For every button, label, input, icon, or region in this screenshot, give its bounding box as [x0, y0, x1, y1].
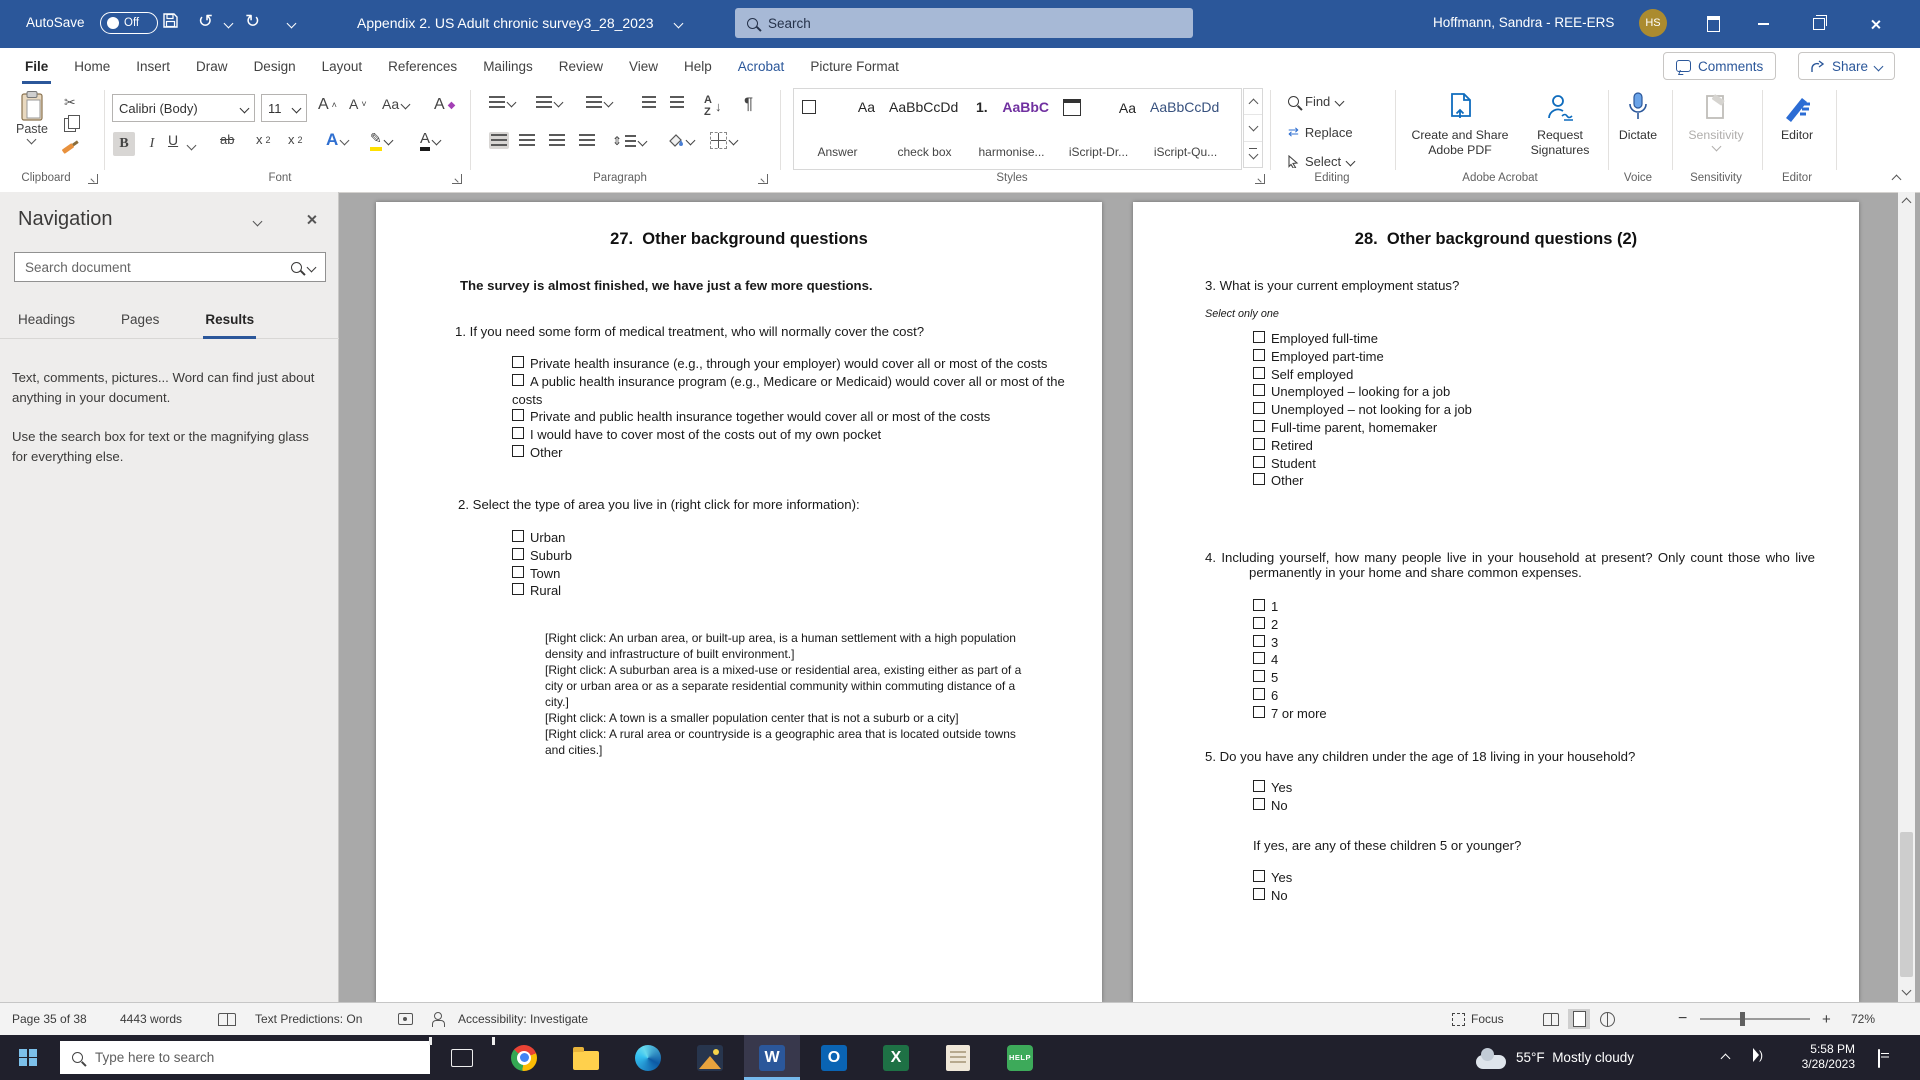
right-click-note: [Right click: A suburban area is a mixed-use or residential area, existing either as part of a city or urban area or as a separate residential community within commuting distance of a city.] [545, 663, 1022, 709]
tab-results[interactable]: Results [205, 304, 254, 338]
taskbar-word-active[interactable] [744, 1035, 800, 1080]
survey-checkbox-option[interactable]: 5 [1253, 669, 1553, 687]
search-placeholder: Search [768, 15, 811, 31]
question-5-followup-options [1253, 869, 1453, 905]
ribbon-home [0, 84, 1920, 193]
styles-more-icon[interactable] [1244, 142, 1262, 167]
checkbox-icon [1253, 870, 1265, 882]
line-spacing-button[interactable]: ⇕ [612, 134, 646, 148]
sensitivity-button[interactable]: Sensitivity [1678, 92, 1754, 150]
survey-checkbox-option[interactable]: Yes [1253, 869, 1453, 887]
tray-show-hidden-icons[interactable] [1721, 1054, 1731, 1064]
ribbon-tab-row [0, 48, 1920, 85]
start-button[interactable] [0, 1035, 56, 1080]
bold-button[interactable]: B [113, 132, 135, 156]
title-bar [0, 0, 1920, 48]
font-name-dropdown-icon [240, 103, 250, 113]
numbering-button[interactable] [536, 96, 562, 109]
survey-checkbox-option[interactable]: Other [512, 444, 1082, 462]
font-dialog-launcher-icon[interactable] [452, 174, 462, 184]
change-case-button[interactable]: Aa [382, 96, 409, 112]
navigation-close-icon[interactable] [306, 214, 317, 225]
checkbox-icon [1253, 456, 1265, 468]
question-3-options [1253, 330, 1733, 490]
checkbox-icon [1253, 384, 1265, 396]
borders-button[interactable] [710, 132, 737, 149]
format-painter-icon [62, 143, 75, 154]
checkbox-icon [1253, 349, 1265, 361]
copy-icon [64, 118, 76, 132]
share-dropdown-icon [1874, 61, 1884, 71]
question-5: 5. Do you have any children under the age of 18 living in your household? [1205, 749, 1636, 764]
request-signatures-icon [1545, 92, 1575, 124]
checkbox-icon [512, 445, 524, 457]
survey-checkbox-option[interactable]: Private and public health insurance together would cover all or most of the costs [512, 408, 1082, 426]
decrease-indent-icon [642, 96, 656, 109]
zoom-out-button[interactable]: − [1678, 1010, 1688, 1027]
survey-checkbox-option[interactable]: 1 [1253, 598, 1553, 616]
taskbar-photos[interactable] [682, 1035, 738, 1080]
font-size-combo[interactable]: 11 [261, 94, 307, 122]
vertical-scrollbar[interactable] [1898, 192, 1915, 1002]
align-right-icon [549, 134, 565, 147]
right-click-note: [Right click: An urban area, or built-up area, is a human settlement with a high population density and infrastructure of built environment.] [545, 631, 1016, 661]
increase-indent-icon [670, 96, 684, 109]
ribbon-tab[interactable]: Picture Format [810, 58, 899, 74]
survey-checkbox-option[interactable]: Employed part-time [1253, 348, 1733, 366]
document-search-dropdown-icon [307, 262, 317, 272]
group-label-paragraph: Paragraph [593, 172, 647, 184]
select-dropdown-icon [1346, 157, 1356, 167]
increase-indent-button[interactable] [670, 96, 684, 109]
document-page-28[interactable] [1133, 202, 1859, 1002]
question-3-note: Select only one [1205, 308, 1279, 320]
status-bar [0, 1002, 1920, 1035]
navigation-tabs [0, 304, 339, 339]
ribbon-tab[interactable]: View [628, 58, 659, 74]
tray-clock[interactable] [1785, 1042, 1855, 1072]
question-4-options [1253, 598, 1553, 723]
focus-button[interactable]: Focus [1452, 1003, 1504, 1035]
styles-dialog-launcher-icon[interactable] [1255, 174, 1265, 184]
request-signatures-button[interactable]: Request Signatures [1518, 92, 1602, 158]
ribbon-tab[interactable]: Insert [136, 58, 171, 74]
style-iscript-dr[interactable]: Aa iScript-Dr... [1055, 89, 1142, 169]
survey-checkbox-option[interactable]: A public health insurance program (e.g., Medicare or Medicaid) would cover all or most of the costs [512, 373, 1065, 407]
editor-pencil-icon [1782, 92, 1812, 124]
styles-scroll-down-icon[interactable] [1244, 115, 1262, 141]
sort-button[interactable]: A Z ↓ [704, 94, 722, 118]
checkbox-icon [512, 566, 524, 578]
user-name: Hoffmann, Sandra - REE-ERS [1433, 15, 1615, 30]
clock-time: 5:58 PM [1810, 1042, 1855, 1056]
taskbar-chrome[interactable] [496, 1035, 552, 1080]
checkbox-icon [512, 427, 524, 439]
group-label-sensitivity: Sensitivity [1690, 172, 1742, 184]
shading-button[interactable] [668, 132, 694, 148]
survey-intro: The survey is almost finished, we have just a few more questions. [460, 278, 873, 293]
question-5-followup: If yes, are any of these children 5 or younger? [1253, 838, 1522, 853]
select-button[interactable]: Select [1288, 154, 1354, 169]
group-label-styles: Styles [996, 172, 1028, 184]
share-icon [1811, 60, 1825, 73]
autosave-state: Off [124, 17, 140, 29]
borders-icon [710, 132, 727, 149]
question-1: 1. If you need some form of medical treatment, who will normally cover the cost? [455, 324, 925, 339]
align-center-icon [519, 134, 535, 147]
taskbar-notes-app[interactable] [930, 1035, 986, 1080]
text-predictions-status[interactable]: Text Predictions: On [255, 1012, 363, 1026]
replace-button[interactable]: ⇄ Replace [1288, 124, 1353, 140]
clear-formatting-button[interactable]: A ◆ [434, 96, 456, 113]
survey-checkbox-option[interactable]: Yes [1253, 779, 1453, 797]
weather-cloud-icon [1476, 1055, 1506, 1069]
taskbar-outlook[interactable] [806, 1035, 862, 1080]
checkbox-icon [512, 548, 524, 560]
clock-date: 3/28/2023 [1801, 1057, 1855, 1071]
style-answer[interactable]: Aa Answer [794, 89, 881, 169]
undo-dropdown-icon[interactable] [224, 19, 234, 29]
subscript-button[interactable]: x 2 [256, 132, 271, 147]
navigation-help-paragraph: Use the search box for text or the magnifying glass for everything else. [12, 429, 309, 464]
align-right-button[interactable] [549, 134, 565, 147]
accessibility-status[interactable]: Accessibility: Investigate [458, 1012, 589, 1026]
checkbox-glyph-icon [802, 100, 816, 114]
autosave-label: AutoSave [26, 15, 85, 30]
survey-checkbox-option[interactable]: 7 or more [1253, 705, 1553, 723]
align-left-button[interactable] [489, 132, 509, 149]
navigation-pane [0, 192, 339, 1002]
text-effects-button[interactable]: A [326, 130, 348, 150]
checkbox-icon [512, 374, 524, 386]
find-button[interactable]: Find [1288, 94, 1343, 109]
find-icon [1288, 96, 1299, 107]
document-title: Appendix 2. US Adult chronic survey3_28_2023 [357, 15, 654, 31]
checkbox-icon [1253, 599, 1265, 611]
navigation-help-paragraph: Text, comments, pictures... Word can find just about anything in your document. [12, 370, 315, 405]
scroll-up-icon[interactable] [1898, 194, 1915, 211]
checkbox-icon [512, 530, 524, 542]
dictate-button[interactable]: Dictate [1612, 92, 1664, 143]
ribbon-tab[interactable]: References [388, 58, 458, 74]
styles-gallery-scroll [1243, 88, 1263, 168]
checkbox-icon [512, 409, 524, 421]
group-label-clipboard: Clipboard [21, 172, 71, 184]
ribbon-tab[interactable]: Help [684, 58, 712, 74]
survey-checkbox-option[interactable]: Town [512, 565, 912, 583]
ribbon-tab[interactable]: Acrobat [737, 58, 785, 74]
zoom-slider-thumb[interactable] [1740, 1012, 1745, 1026]
survey-checkbox-option[interactable]: 3 [1253, 634, 1553, 652]
strikethrough-button[interactable]: ab [220, 132, 235, 147]
justify-icon [579, 134, 595, 147]
checkbox-icon [1253, 670, 1265, 682]
taskbar-help-app[interactable] [992, 1035, 1048, 1080]
checkbox-icon [512, 583, 524, 595]
navigation-pane-title: Navigation [18, 208, 113, 230]
clipboard-dialog-launcher-icon[interactable] [88, 174, 98, 184]
checkbox-icon [1253, 688, 1265, 700]
survey-checkbox-option[interactable]: Unemployed – looking for a job [1253, 383, 1733, 401]
paste-dropdown-icon [27, 135, 37, 145]
find-dropdown-icon [1335, 97, 1345, 107]
taskbar-excel[interactable] [868, 1035, 924, 1080]
document-page-27[interactable] [376, 202, 1102, 1002]
ribbon-tab[interactable]: Design [253, 58, 296, 74]
customize-quick-access-icon[interactable] [287, 19, 297, 29]
style-check-box[interactable]: AaBbCcDd check box [889, 99, 959, 159]
survey-checkbox-option[interactable]: Urban [512, 529, 912, 547]
question-2: 2. Select the type of area you live in (right click for more information): [458, 497, 860, 512]
question-3: 3. What is your current employment status? [1205, 278, 1460, 293]
highlighter-icon: ✎ [370, 130, 382, 151]
restore-button[interactable] [1796, 0, 1842, 48]
print-layout-icon[interactable] [1568, 1009, 1590, 1029]
underline-dropdown-icon[interactable] [187, 141, 197, 151]
checkbox-icon [1253, 473, 1265, 485]
ribbon-tabs [12, 48, 1920, 84]
survey-checkbox-option[interactable]: Full-time parent, homemaker [1253, 419, 1733, 437]
group-label-editing: Editing [1314, 172, 1350, 184]
taskbar-search-icon [72, 1052, 83, 1063]
checkbox-icon [1253, 652, 1265, 664]
text-highlight-button[interactable] [370, 130, 392, 151]
paste-button[interactable]: Paste [16, 90, 48, 143]
task-view-icon [451, 1049, 473, 1067]
focus-icon [1452, 1013, 1465, 1026]
edge-icon [635, 1045, 661, 1071]
web-layout-icon[interactable] [1596, 1009, 1618, 1029]
comment-icon [1676, 60, 1691, 72]
styles-gallery [793, 88, 1242, 170]
sensitivity-icon [1703, 92, 1729, 124]
group-label-font: Font [268, 172, 292, 184]
survey-checkbox-option[interactable]: Unemployed – not looking for a job [1253, 401, 1733, 419]
window-glyph-icon [1063, 99, 1081, 116]
proofing-errors-icon[interactable] [218, 1003, 236, 1035]
notes-app-icon [946, 1045, 970, 1071]
checkbox-icon [1253, 635, 1265, 647]
survey-checkbox-option[interactable]: Retired [1253, 437, 1733, 455]
group-label-editor: Editor [1781, 172, 1813, 184]
taskbar-edge[interactable] [620, 1035, 676, 1080]
minimize-button[interactable] [1740, 0, 1786, 48]
navigation-options-icon[interactable] [253, 217, 263, 227]
checkbox-icon [1253, 420, 1265, 432]
survey-checkbox-option[interactable]: Self employed [1253, 366, 1733, 384]
ribbon-display-options-button[interactable] [1690, 0, 1736, 48]
show-paragraph-marks-button[interactable]: ¶ [744, 94, 754, 113]
font-color-button[interactable] [420, 130, 440, 151]
survey-checkbox-option[interactable]: Student [1253, 455, 1733, 473]
group-label-voice: Voice [1623, 172, 1653, 184]
redo-button[interactable]: ↻ [245, 11, 261, 31]
grow-font-button[interactable]: A ˄ [318, 96, 337, 113]
scroll-down-icon[interactable] [1898, 982, 1915, 999]
sensitivity-dropdown-icon [1711, 142, 1721, 152]
style-iscript-qu[interactable]: AaBbCcDd iScript-Qu... [1150, 99, 1220, 159]
style-harmonise[interactable]: 1. AaBbC harmonise... [976, 99, 1049, 159]
paste-icon [19, 90, 45, 122]
styles-scroll-up-icon[interactable] [1244, 89, 1262, 115]
outlook-icon: O [821, 1045, 847, 1071]
tab-headings[interactable]: Headings [18, 312, 76, 327]
survey-checkbox-option[interactable]: No [1253, 797, 1453, 815]
action-center-icon [1878, 1049, 1880, 1068]
checkbox-icon [1253, 402, 1265, 414]
question-4: 4. Including yourself, how many people live in your household at present? Only count those who live permanently in your home and share common expenses. [1205, 550, 1815, 580]
ribbon-tab[interactable]: Review [558, 58, 603, 74]
decrease-indent-button[interactable] [642, 96, 656, 109]
windows-logo-icon [19, 1049, 37, 1067]
multilevel-list-icon [586, 96, 602, 109]
question-1-options [512, 355, 1082, 462]
survey-checkbox-option[interactable]: Private health insurance (e.g., through your employer) would cover all or most of the costs [512, 355, 1082, 373]
zoom-in-button[interactable]: + [1822, 1010, 1831, 1028]
survey-checkbox-option[interactable]: No [1253, 887, 1453, 905]
ribbon-tab[interactable]: File [12, 48, 61, 84]
zoom-level[interactable]: 72% [1851, 1012, 1876, 1026]
zoom-slider[interactable] [1700, 1003, 1810, 1035]
taskbar-file-explorer[interactable] [558, 1035, 614, 1080]
page28-heading: 28. Other background questions (2) [1354, 230, 1638, 248]
right-click-note: [Right click: A rural area or countryside is a geographic area that is located outside towns and cities.] [545, 727, 1016, 757]
save-button[interactable] [162, 10, 179, 36]
taskbar-weather[interactable]: 55°F Mostly cloudy [1476, 1035, 1634, 1080]
accessibility-person-icon [434, 1003, 442, 1035]
checkbox-icon [1253, 617, 1265, 629]
question-2-options [512, 529, 912, 600]
format-painter-button[interactable] [62, 146, 74, 151]
search-icon [747, 18, 758, 29]
excel-icon: X [883, 1045, 909, 1071]
help-app-icon: HELP [1007, 1045, 1033, 1071]
avatar[interactable]: HS [1639, 9, 1667, 37]
underline-button[interactable]: U [168, 132, 179, 148]
create-share-pdf-button[interactable]: Create and Share Adobe PDF [1408, 92, 1512, 158]
navigation-help-text [12, 368, 327, 486]
survey-checkbox-option[interactable]: Employed full-time [1253, 330, 1733, 348]
survey-checkbox-option[interactable]: 6 [1253, 687, 1553, 705]
view-switcher [1540, 1003, 1618, 1035]
autosave-toggle[interactable] [100, 12, 158, 34]
checkbox-icon [1253, 888, 1265, 900]
italic-button[interactable]: I [149, 136, 155, 151]
survey-checkbox-option[interactable]: 4 [1253, 651, 1553, 669]
survey-checkbox-option[interactable]: Suburb [512, 547, 912, 565]
ribbon-tab[interactable]: Home [74, 58, 111, 74]
checkbox-icon [512, 356, 524, 368]
task-view-button[interactable] [434, 1035, 490, 1080]
checkbox-icon [1253, 438, 1265, 450]
bullet-list-icon [489, 96, 505, 109]
line-spacing-icon [625, 135, 636, 148]
justify-button[interactable] [579, 134, 595, 147]
ribbon-tab[interactable]: Layout [321, 58, 363, 74]
editor-button[interactable]: Editor [1768, 92, 1826, 143]
survey-checkbox-option[interactable]: I would have to cover most of the costs out of my own pocket [512, 426, 1082, 444]
document-search-icon [291, 262, 302, 273]
close-button[interactable] [1852, 0, 1898, 48]
word-count[interactable]: 4443 words [120, 1012, 183, 1026]
scrollbar-thumb[interactable] [1900, 832, 1913, 977]
comments-button[interactable]: Comments [1663, 52, 1776, 80]
search-box[interactable] [735, 8, 1193, 38]
bullets-button[interactable] [489, 96, 515, 109]
adobe-pdf-icon [1446, 92, 1474, 124]
align-center-button[interactable] [519, 134, 535, 147]
word-icon: W [759, 1045, 785, 1071]
macro-record-icon[interactable] [398, 1003, 413, 1035]
windows-taskbar [0, 1035, 1920, 1080]
ribbon-tab[interactable]: Mailings [483, 58, 533, 74]
replace-icon: ⇄ [1288, 124, 1299, 139]
align-left-icon [491, 134, 507, 147]
font-size-dropdown-icon [292, 103, 302, 113]
photos-icon [697, 1045, 723, 1071]
paragraph-dialog-launcher-icon[interactable] [758, 174, 768, 184]
microphone-icon [1627, 92, 1649, 124]
undo-button[interactable]: ↺ [198, 11, 214, 31]
chrome-icon [511, 1045, 537, 1071]
title-dropdown-icon[interactable] [674, 19, 684, 29]
document-search-input[interactable]: Search document [14, 252, 326, 282]
file-explorer-icon [573, 1051, 599, 1070]
survey-checkbox-option[interactable]: Rural [512, 582, 912, 600]
group-label-adobe-acrobat: Adobe Acrobat [1462, 172, 1538, 184]
read-mode-icon[interactable] [1540, 1009, 1562, 1029]
survey-checkbox-option[interactable]: 2 [1253, 616, 1553, 634]
shrink-font-button[interactable]: A ˅ [349, 96, 367, 112]
checkbox-icon [1253, 780, 1265, 792]
select-cursor-icon [1288, 155, 1299, 168]
tab-pages[interactable]: Pages [121, 312, 160, 327]
right-click-note: [Right click: A town is a smaller population center that is not a suburb or a city] [545, 711, 959, 725]
shading-icon [668, 132, 684, 148]
checkbox-icon [1253, 331, 1265, 343]
right-click-notes [545, 630, 1023, 758]
toggle-knob-icon [107, 17, 119, 29]
superscript-button[interactable]: x 2 [288, 132, 303, 147]
multilevel-list-button[interactable] [586, 96, 612, 109]
taskbar-search-input[interactable]: Type here to search [60, 1041, 430, 1074]
survey-checkbox-option[interactable]: Other [1253, 472, 1733, 490]
checkbox-icon [1253, 798, 1265, 810]
font-name-combo[interactable]: Calibri (Body) [112, 94, 255, 122]
checkbox-icon [1253, 367, 1265, 379]
checkbox-icon [1253, 706, 1265, 718]
font-color-icon: A [420, 130, 430, 151]
share-button[interactable]: Share [1798, 52, 1895, 80]
copy-button[interactable] [64, 118, 76, 132]
collapse-ribbon-icon[interactable] [1892, 175, 1902, 185]
page27-heading: 27. Other background questions [610, 230, 868, 248]
numbered-list-icon [536, 96, 552, 109]
ribbon-tab[interactable]: Draw [196, 58, 228, 74]
question-5-options [1253, 779, 1453, 815]
action-center-button[interactable] [1878, 1050, 1880, 1068]
page-indicator[interactable]: Page 35 of 38 [12, 1012, 87, 1026]
cut-button[interactable]: ✂ [64, 94, 76, 110]
